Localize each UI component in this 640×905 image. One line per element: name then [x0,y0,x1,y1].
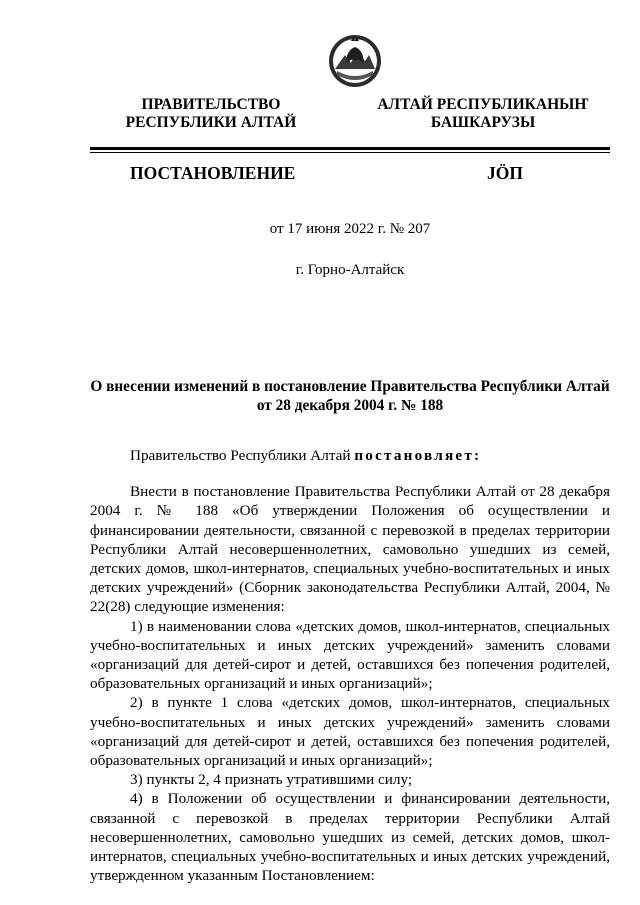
header-right-line1: АЛТАЙ РЕСПУБЛИКАНЫҤ [377,96,589,113]
header-left-line1: ПРАВИТЕЛЬСТВО [141,96,281,113]
government-name-russian [100,96,322,132]
title-line2: от 28 декабря 2004 г. № 188 [256,397,444,414]
doc-type-altai: JÖП [487,163,523,183]
header-right-line2: БАШКАРУЗЫ [430,114,536,131]
doc-type-russian: ПОСТАНОВЛЕНИЕ [130,163,296,183]
coat-of-arms-emblem [327,33,383,89]
header-left-line2: РЕСПУБЛИКИ АЛТАЙ [125,114,297,131]
preamble [90,446,610,465]
date-and-number: от 17 июня 2022 г. № 207 [269,221,431,237]
paragraph-intro: Внести в постановление Правительства Республики Алтай от 28 декабря 2004 г. № 188 «Об утверждении Положения об осуществлении и финансировании деятельности, связанной с перевозкой в пределах территории Республики Алтай несовершеннолетних, самовольно ушедших из семей, детских домов, школ-интернатов, специальных учебно-воспитательных и иных детских учреждений» (Сборник законодательства Республики Алтай, 2004, № 22(28) следующие изменения: [90,483,610,616]
document-title [90,377,610,415]
paragraph-item-1: 1) в наименовании слова «детских домов, школ-интернатов, специальных учебно-воспитательных и иных детских учреждений» заменить словами «организаций для детей-сирот и детей, оставшихся без попечения родителей, образовательных организаций и иных организаций»; [90,617,610,693]
title-line1: О внесении изменений в постановление Правительства Республики Алтай [90,378,610,395]
preamble-prefix: Правительство Республики Алтай [130,447,355,464]
preamble-verb: постановляет: [354,447,482,464]
document-body [90,446,610,885]
paragraph-item-4: 4) в Положении об осуществлении и финансировании деятельности, связанной с перевозкой в пределах территории Республики Алтай несовершеннолетних, самовольно ушедших из семей, детских домов, школ-интернатов, специальных учебно-воспитательных и иных детских учреждений, утвержденном указанным Постановлением: [90,790,610,885]
city: г. Горно-Алтайск [295,262,405,278]
header-divider-thick [90,147,610,150]
government-name-altai [372,96,594,132]
paragraph-item-2: 2) в пункте 1 слова «детских домов, школ-интернатов, специальных учебно-воспитательных и иных детских учреждений» заменить словами «организаций для детей-сирот и детей, оставшихся без попечения родителей, образовательных организаций и иных организаций»; [90,694,610,770]
header-divider-thin [90,152,610,153]
paragraph-item-3: 3) пункты 2, 4 признать утратившими силу; [130,771,413,789]
